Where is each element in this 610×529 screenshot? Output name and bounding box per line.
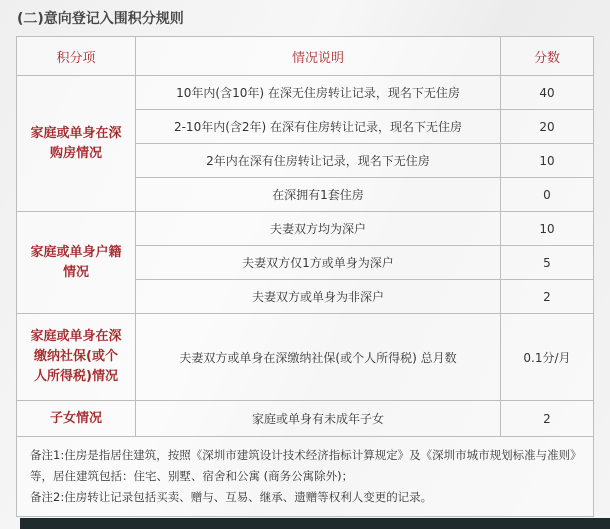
section-title: (二)意向登记入围积分规则: [17, 11, 184, 27]
description-cell: 在深拥有1套住房: [136, 178, 501, 212]
table-row: [17, 401, 594, 437]
description-cell: 家庭或单身有未成年子女: [136, 401, 501, 437]
category-cell: 家庭或单身在深购房情况: [17, 76, 136, 212]
category-cell: 家庭或单身在深缴纳社保(或个人所得税)情况: [17, 314, 136, 401]
score-cell: 10: [501, 212, 594, 246]
description-cell: 夫妻双方均为深户: [136, 212, 501, 246]
bottom-bar: [20, 518, 610, 529]
table-row: [17, 212, 594, 246]
description-cell: 夫妻双方或单身为非深户: [136, 280, 501, 314]
category-cell: 子女情况: [17, 401, 136, 437]
score-cell: 10: [501, 144, 594, 178]
table-row: [17, 314, 594, 401]
score-cell: 20: [501, 110, 594, 144]
header-item: 积分项: [17, 37, 136, 76]
category-cell: 家庭或单身户籍情况: [17, 212, 136, 314]
table-row: [17, 76, 594, 110]
description-cell: 10年内(含10年) 在深无住房转让记录，现名下无住房: [136, 76, 501, 110]
score-cell: 2: [501, 401, 594, 437]
description-cell: 2年内在深有住房转让记录，现名下无住房: [136, 144, 501, 178]
note-text: 备注1:住房是指居住建筑，按照《深圳市建筑设计技术经济指标计算规定》及《深圳市城市规划标准与准则》等，居住建筑包括：住宅、别墅、宿舍和公寓 (商务公寓除外)；: [30, 448, 576, 483]
score-cell: 2: [501, 280, 594, 314]
score-cell: 5: [501, 246, 594, 280]
scoring-rules-table: [16, 36, 594, 517]
description-cell: 夫妻双方仅1方或单身为深户: [136, 246, 501, 280]
notes-cell: [17, 437, 594, 517]
score-cell: 40: [501, 76, 594, 110]
notes-row: [17, 437, 594, 517]
header-score: 分数: [501, 37, 594, 76]
header-description: 情况说明: [136, 37, 501, 76]
score-cell: 0.1分/月: [501, 314, 594, 401]
description-cell: 夫妻双方或单身在深缴纳社保(或个人所得税) 总月数: [136, 314, 501, 401]
score-cell: 0: [501, 178, 594, 212]
table-header-row: [17, 37, 594, 76]
note-text: 备注2:住房转让记录包括买卖、赠与、互易、继承、遗赠等权利人变更的记录。: [30, 490, 433, 504]
description-cell: 2-10年内(含2年) 在深有住房转让记录，现名下无住房: [136, 110, 501, 144]
